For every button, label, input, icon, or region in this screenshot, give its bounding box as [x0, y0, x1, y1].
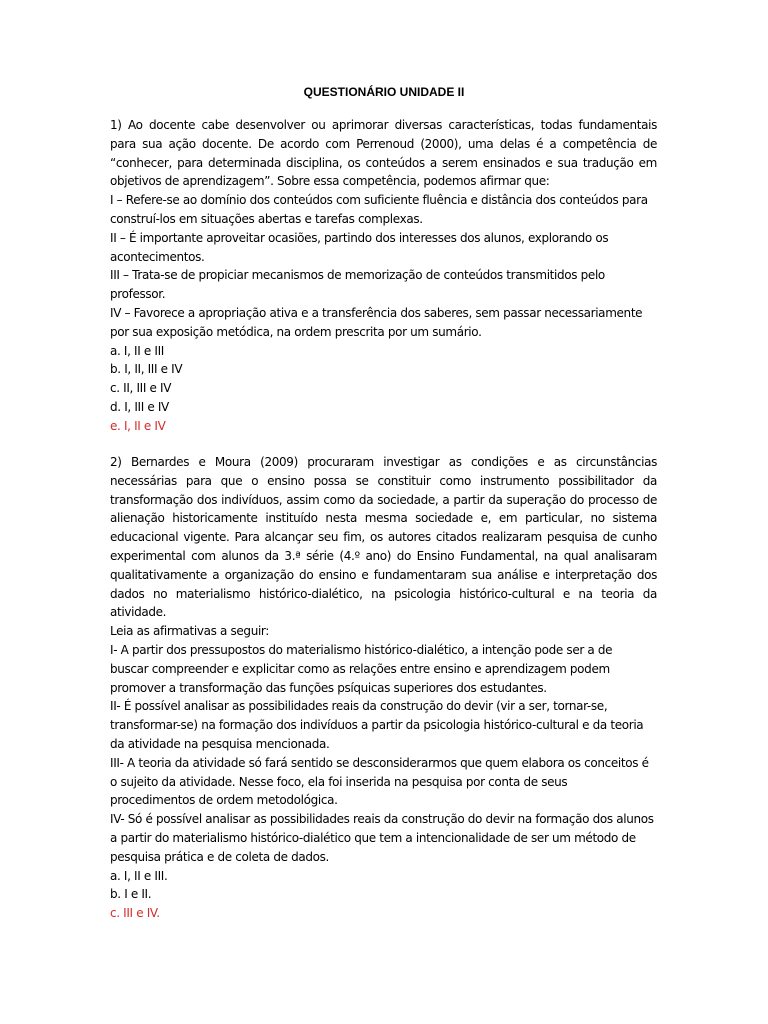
statement-line: I- A partir dos pressupostos do materialismo histórico-dialético, a intenção pode ser a de — [110, 642, 613, 657]
answer-option-a: a. I, II e III — [110, 343, 164, 358]
text-line: experimental com alunos da 3.ª série (4.º ano) do Ensino Fundamental, na qual analisaram — [110, 548, 657, 563]
statement-line: por sua exposição metódica, na ordem prescrita por um sumário. — [110, 324, 482, 339]
statement-line: professor. — [110, 287, 166, 302]
statement-line: promover a transformação das funções psíquicas superiores dos estudantes. — [110, 680, 547, 695]
text-line: objetivos de aprendizagem”. Sobre essa competência, podemos afirmar que: — [110, 174, 550, 189]
question-2-statements — [110, 641, 657, 867]
statement-line: transformar-se) na formação dos indivíduos a partir da psicologia histórico-cultural e da teoria — [110, 718, 644, 733]
statement-line: buscar compreender e explicitar como as relações entre ensino e aprendizagem podem — [110, 661, 610, 676]
statement-line: procedimentos de ordem metodológica. — [110, 793, 338, 808]
statement-line: construí-los em situações abertas e tarefas complexas. — [110, 211, 423, 226]
answer-option-e-correct: e. I, II e IV — [110, 418, 166, 433]
statement-line: IV – Favorece a apropriação ativa e a transferência dos saberes, sem passar necessariamente — [110, 305, 643, 320]
document-title: QUESTIONÁRIO UNIDADE II — [303, 85, 465, 99]
question-2 — [110, 453, 657, 923]
statement-line: II- É possível analisar as possibilidades reais da construção do devir (vir a ser, tornar-se, — [110, 699, 608, 714]
text-line: para sua ação docente. De acordo com Perrenoud (2000), uma delas é a competência de — [110, 136, 657, 151]
answer-option-b: b. I, II, III e IV — [110, 362, 183, 377]
text-line: educacional vigente. Para alcançar seu fim, os autores citados realizaram pesquisa de cunho — [110, 530, 657, 545]
statement-line: I – Refere-se ao domínio dos conteúdos com suficiente fluência e distância dos conteúdos para — [110, 193, 648, 208]
question-1 — [110, 116, 657, 436]
text-line: necessárias para que o ensino possa se constituir como instrumento possibilitador da — [110, 473, 657, 488]
question-2-intro — [110, 453, 657, 622]
statement-line: o sujeito da atividade. Nesse foco, ela foi inserida na pesquisa por conta de seus — [110, 774, 568, 789]
answer-option-d: d. I, III e IV — [110, 399, 169, 414]
answer-option-a: a. I, II e III. — [110, 868, 168, 883]
question-1-options — [110, 342, 657, 436]
answer-option-b: b. I e II. — [110, 887, 152, 902]
question-1-intro — [110, 116, 657, 191]
statement-line: da atividade na pesquisa mencionada. — [110, 736, 330, 751]
text-line: 2) Bernardes e Moura (2009) procuraram investigar as condições e as circunstâncias — [110, 455, 657, 469]
text-line: transformação dos indivíduos, assim como da sociedade, a partir da superação do processo de — [110, 492, 657, 507]
statement-line: IV- Só é possível analisar as possibilidades reais da construção do devir na formação dos alunos — [110, 812, 654, 827]
statement-line: III- A teoria da atividade só fará sentido se desconsiderarmos que quem elabora os conceitos é — [110, 755, 649, 770]
statement-line: pesquisa prática e de coleta de dados. — [110, 849, 329, 864]
question-2-options — [110, 867, 657, 923]
question-1-statements — [110, 191, 657, 341]
text-line: 1) Ao docente cabe desenvolver ou aprimorar diversas características, todas fundamentais — [110, 118, 657, 132]
statement-line: a partir do materialismo histórico-dialético que tem a intencionalidade de ser um método de — [110, 830, 636, 845]
text-line: “conhecer, para determinada disciplina, os conteúdos a serem ensinados e sua tradução em — [110, 155, 657, 170]
text-line: atividade. — [110, 605, 167, 620]
statement-line: III – Trata-se de propiciar mecanismos de memorização de conteúdos transmitidos pelo — [110, 268, 605, 283]
text-line: alienação historicamente instituído nesta mesma sociedade e, em particular, no sistema — [110, 511, 657, 526]
answer-option-c: c. II, III e IV — [110, 381, 172, 396]
answer-option-c-correct: c. III e IV. — [110, 906, 160, 921]
statement-line: acontecimentos. — [110, 249, 205, 264]
statement-line: II – É importante aproveitar ocasiões, partindo dos interesses dos alunos, explorando os — [110, 230, 609, 245]
text-line: qualitativamente a organização do ensino e fundamentaram sua análise e interpretação dos — [110, 567, 657, 582]
question-2-prompt: Leia as afirmativas a seguir: — [110, 624, 269, 639]
text-line: dados no materialismo histórico-dialético, na psicologia histórico-cultural e na teoria da — [110, 586, 657, 601]
